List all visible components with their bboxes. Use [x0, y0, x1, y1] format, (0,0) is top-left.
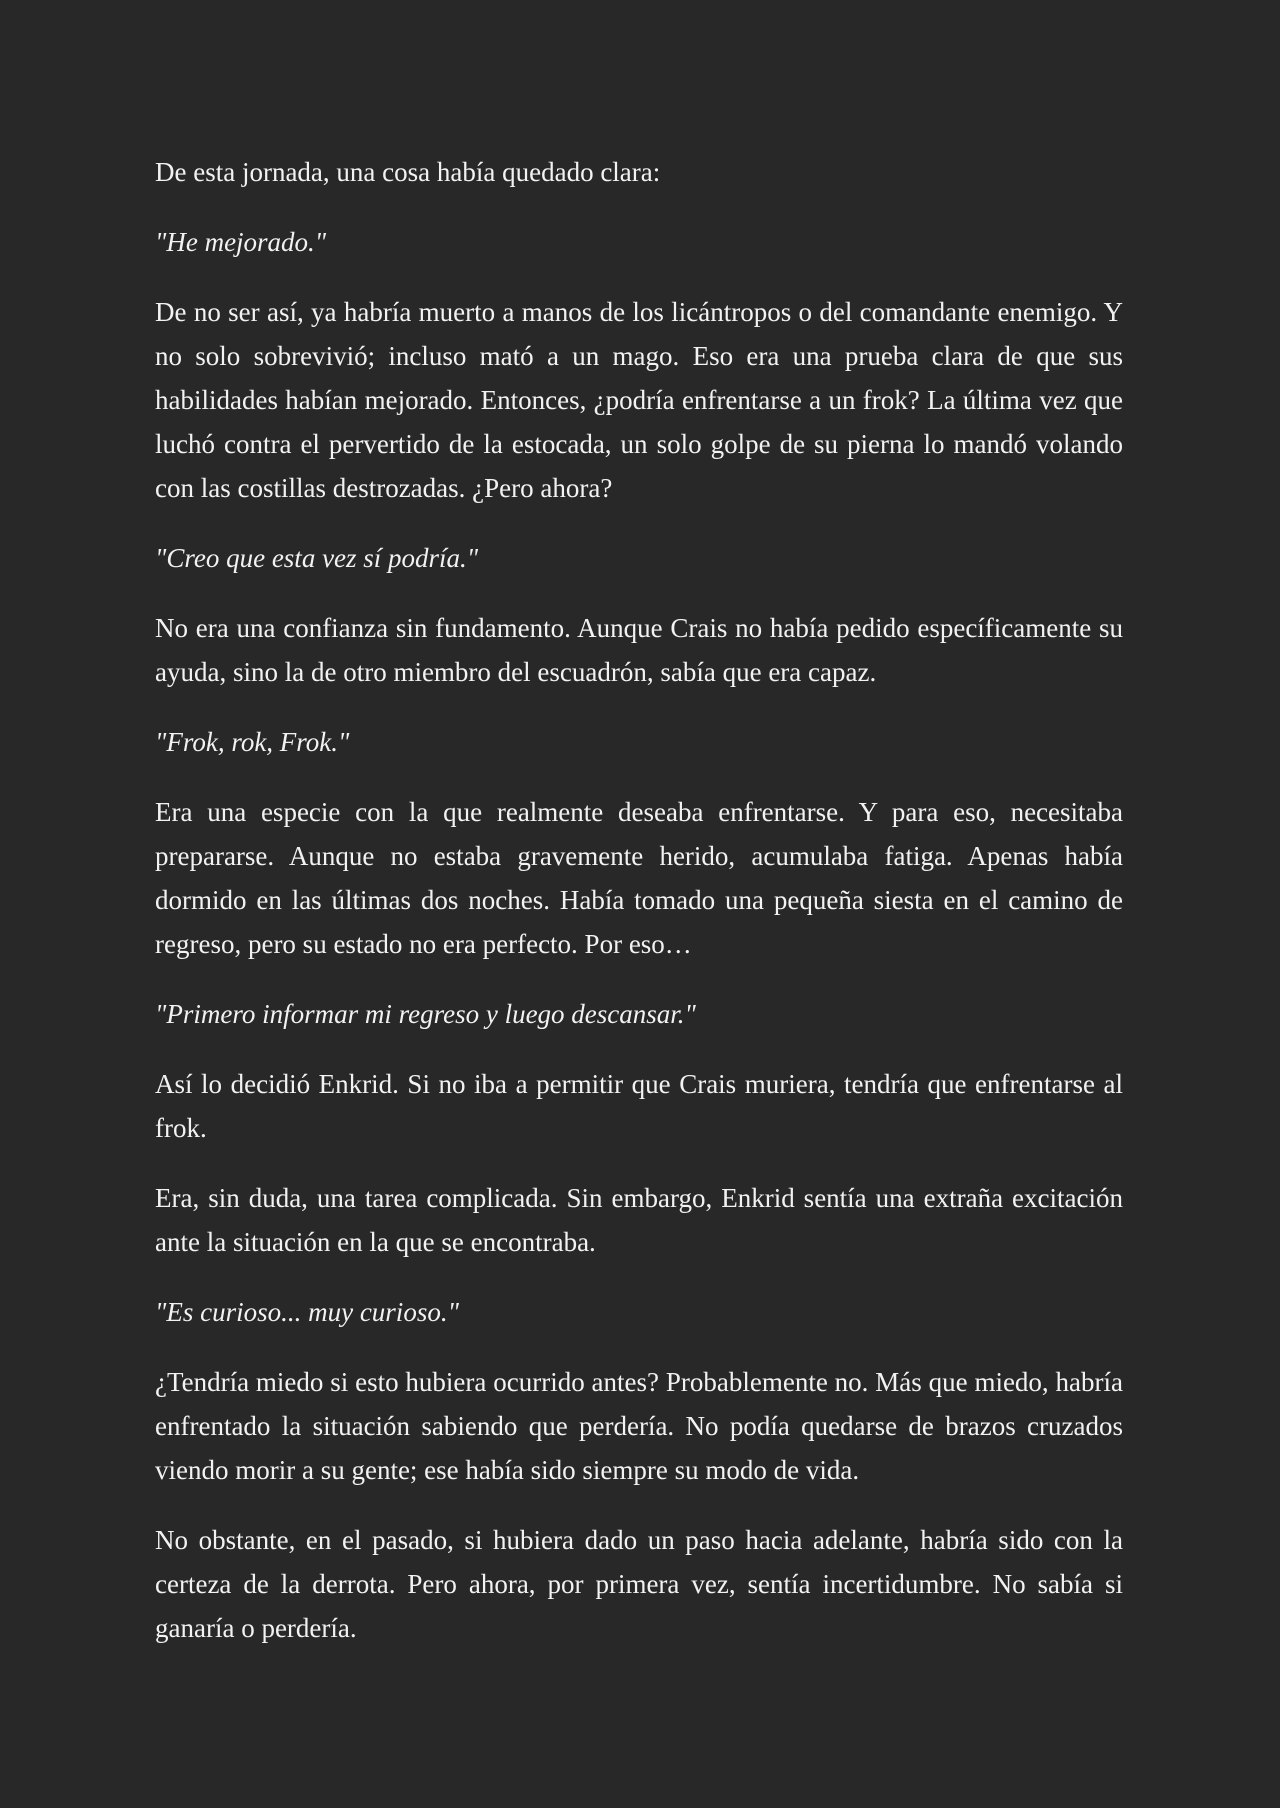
- paragraph-2: De no ser así, ya habría muerto a manos de los licántropos o del comandante enemigo. Y no solo sobrevivió; incluso mató a un mago. Eso era una prueba clara de que sus habilidades habían mejorado. Entonces, ¿podría enfrentarse a un frok? La última vez que luchó contra el pervertido de la estocada, un solo golpe de su pierna lo mandó volando con las costillas destrozadas. ¿Pero ahora?: [155, 297, 1123, 503]
- paragraph-5: Así lo decidió Enkrid. Si no iba a permitir que Crais muriera, tendría que enfrentarse al frok.: [155, 1069, 1123, 1143]
- paragraph-1: De esta jornada, una cosa había quedado clara:: [155, 157, 661, 187]
- paragraph-6: Era, sin duda, una tarea complicada. Sin embargo, Enkrid sentía una extraña excitación ante la situación en la que se encontraba.: [155, 1183, 1123, 1257]
- paragraph-7: ¿Tendría miedo si esto hubiera ocurrido antes? Probablemente no. Más que miedo, habría enfrentado la situación sabiendo que perdería. No podía quedarse de brazos cruzados viendo morir a su gente; ese había sido siempre su modo de vida.: [155, 1367, 1123, 1485]
- paragraph-3: No era una confianza sin fundamento. Aunque Crais no había pedido específicamente su ayuda, sino la de otro miembro del escuadrón, sabía que era capaz.: [155, 613, 1123, 687]
- thought-creo-que-esta-vez: "Creo que esta vez sí podría.": [155, 543, 479, 573]
- paragraph-4: Era una especie con la que realmente deseaba enfrentarse. Y para eso, necesitaba prepararse. Aunque no estaba gravemente herido, acumulaba fatiga. Apenas había dormido en las últimas dos noches. Había tomado una pequeña siesta en el camino de regreso, pero su estado no era perfecto. Por eso…: [155, 797, 1123, 959]
- chapter-text: [155, 150, 1123, 1676]
- thought-frok-rok-frok: "Frok, rok, Frok.": [155, 727, 350, 757]
- thought-he-mejorado: "He mejorado.": [155, 227, 327, 257]
- thought-es-curioso: "Es curioso... muy curioso.": [155, 1297, 459, 1327]
- paragraph-8: No obstante, en el pasado, si hubiera dado un paso hacia adelante, habría sido con la certeza de la derrota. Pero ahora, por primera vez, sentía incertidumbre. No sabía si ganaría o perdería.: [155, 1525, 1123, 1643]
- thought-primero-informar: "Primero informar mi regreso y luego descansar.": [155, 999, 696, 1029]
